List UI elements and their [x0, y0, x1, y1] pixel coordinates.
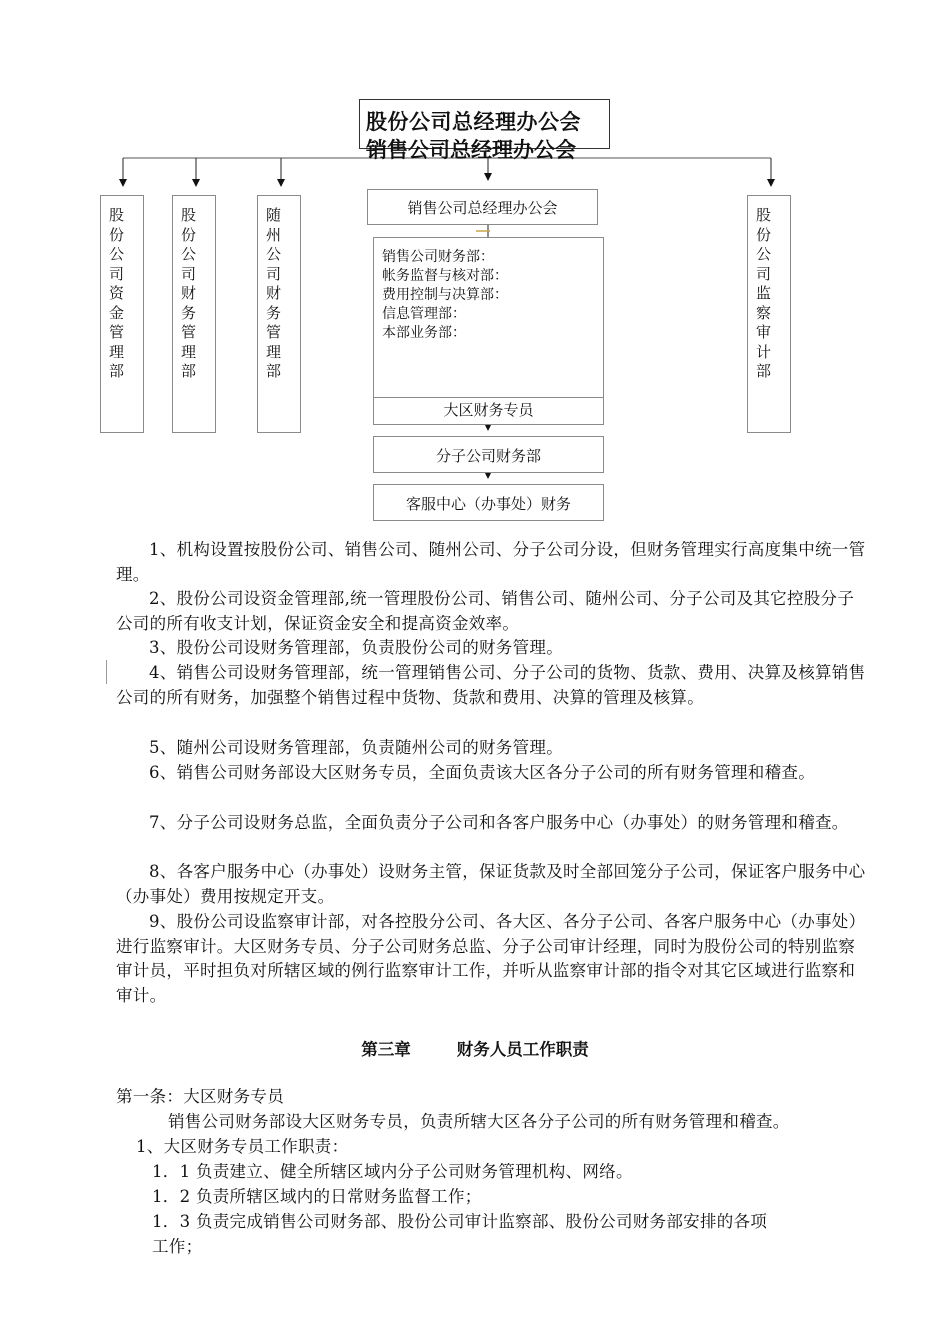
article-intro: 销售公司财务部设大区财务专员，负责所辖大区各分子公司的所有财务管理和稽查。 [168, 1112, 790, 1131]
paragraph-7: 7、分子公司设财务总监，全面负责分子公司和各客户服务中心（办事处）的财务管理和稽查。 [149, 813, 849, 832]
org-box-label: 大区财务专员 [443, 401, 534, 419]
duty-item: 1．3 负责完成销售公司财务部、股份公司审计监察部、股份公司财务部安排的各项 [152, 1212, 768, 1231]
org-box-capital-management [100, 195, 144, 433]
org-top-title: 股份公司总经理办公会 [366, 110, 581, 134]
paragraph-4: 4、销售公司设财务管理部，统一管理销售公司、分子公司的货物、货款、费用、决算及核算销售公司的所有财务，加强整个销售过程中货物、货款和费用、决算的管理及核算。 [116, 663, 866, 707]
org-box-label: 客服中心（办事处）财务 [405, 495, 571, 513]
org-box-service-center-finance [373, 484, 604, 521]
duties-heading: 1、大区财务专员工作职责： [136, 1137, 349, 1156]
org-box-label: 股份公司财务管理部 [181, 206, 197, 380]
org-box-sales-office [367, 189, 598, 225]
org-top-title-overflow: 销售公司总经理办公会 [366, 138, 576, 162]
paragraph-9: 9、股份公司设监察审计部，对各控股分公司、各大区、各分子公司、各客户服务中心（办事处）进行监察审计。大区财务专员、分子公司财务总监、分子公司审计经理，同时为股份公司的特别监察审计员，平时担负对所辖区域的例行监察审计工作，并听从监察审计部的指令对其它区域进行监察和审计。 [116, 912, 866, 1005]
org-top-box [359, 99, 610, 162]
chapter-heading [0, 1036, 950, 1060]
org-box-finance-management [172, 195, 216, 433]
sales-dept-item: 帐务监督与核对部： [382, 268, 508, 284]
org-box-regional-specialist [373, 397, 604, 425]
paragraph-5: 5、随州公司设财务管理部，负责随州公司的财务管理。 [149, 738, 563, 757]
paragraph-6: 6、销售公司财务部设大区财务专员，全面负责该大区各分子公司的所有财务管理和稽查。 [149, 763, 815, 782]
org-box-label: 股份公司资金管理部 [109, 206, 125, 380]
chapter-number: 第三章 [361, 1040, 411, 1059]
paragraph-3: 3、股份公司设财务管理部，负责股份公司的财务管理。 [149, 638, 563, 657]
paragraph-2: 2、股份公司设资金管理部,统一管理股份公司、销售公司、随州公司、分子公司及其它控股分子公司的所有收支计划，保证资金安全和提高资金效率。 [116, 589, 855, 633]
duty-item: 1．1 负责建立、健全所辖区域内分子公司财务管理机构、网络。 [152, 1162, 633, 1181]
org-box-audit [747, 195, 791, 433]
org-box-label: 股份公司监察审计部 [756, 206, 772, 380]
paragraph-1: 1、机构设置按股份公司、销售公司、随州公司、分子公司分设，但财务管理实行高度集中统一管理。 [116, 540, 866, 584]
duty-item-continued: 工作； [152, 1237, 203, 1256]
article-heading: 第一条：大区财务专员 [116, 1087, 284, 1106]
org-box-branch-finance [373, 436, 604, 473]
paragraph-8: 8、各客户服务中心（办事处）设财务主管，保证货款及时全部回笼分子公司，保证客户服务中心（办事处）费用按规定开支。 [116, 862, 866, 906]
sales-dept-item: 费用控制与决算部： [382, 287, 508, 303]
chapter-title: 财务人员工作职责 [456, 1040, 589, 1059]
sales-dept-item: 信息管理部： [382, 306, 466, 322]
duty-item: 1．2 负责所辖区域内的日常财务监督工作； [152, 1187, 482, 1206]
sales-dept-item: 销售公司财务部： [382, 249, 494, 265]
sales-dept-item: 本部业务部： [382, 325, 466, 341]
org-box-label: 销售公司总经理办公会 [407, 199, 558, 217]
org-box-suizhou-finance [257, 195, 301, 433]
org-box-label: 分子公司财务部 [435, 447, 541, 465]
sales-dept-list [382, 248, 508, 343]
org-box-label: 随州公司财务管理部 [266, 206, 282, 380]
margin-mark [106, 660, 107, 684]
